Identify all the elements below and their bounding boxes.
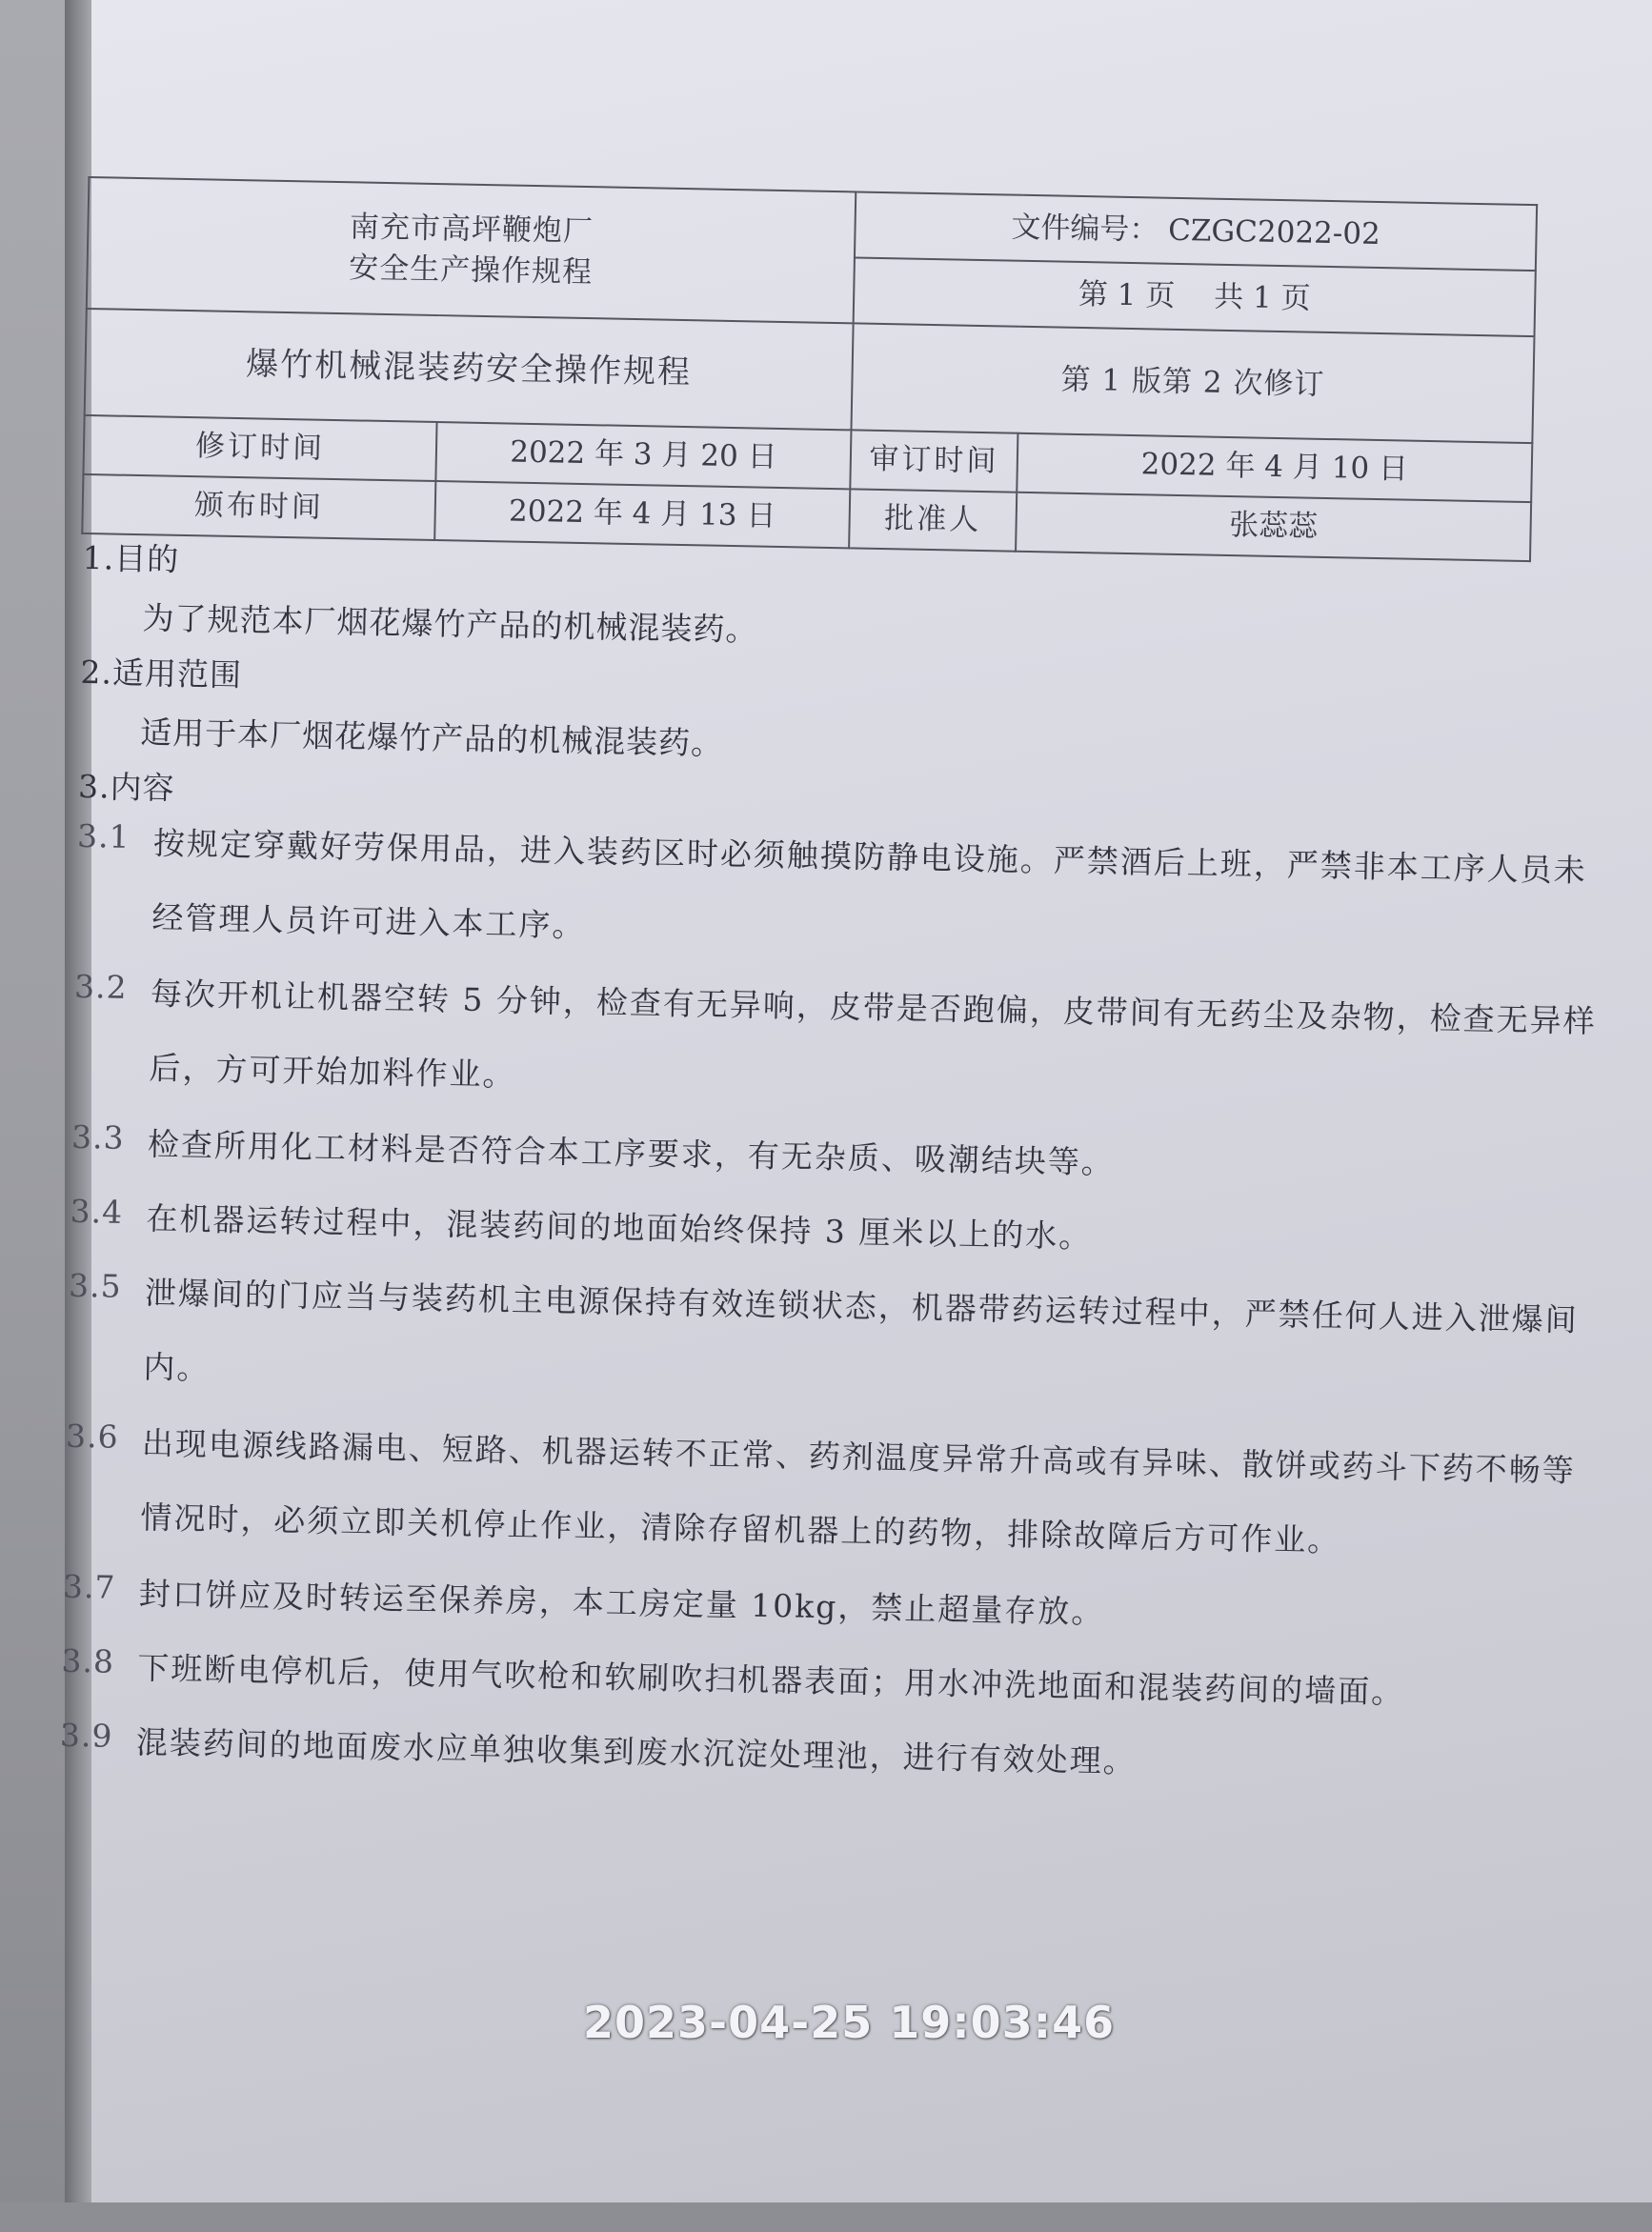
item-text-line: 后，方可开始加料作业。 — [149, 1049, 516, 1094]
publish-time-value: 2022 年 4 月 13 日 — [434, 481, 850, 548]
section-body-purpose: 为了规范本厂烟花爆竹产品的机械混装药。 — [142, 599, 758, 649]
publish-time-label: 颁布时间 — [82, 474, 435, 540]
section-title-content: 3.内容 — [77, 767, 176, 807]
item-number: 3.1 — [76, 816, 131, 855]
item-text-line: 混装药间的地面废水应单独收集到废水沉淀处理池，进行有效处理。 — [135, 1723, 1138, 1780]
item-text-line: 每次开机让机器空转 5 分钟，检查有无异响，皮带是否跑偏，皮带间有无药尘及杂物，检查无异样 — [150, 975, 1598, 1040]
content-item-3-1 — [76, 816, 1588, 945]
item-number: 3.4 — [70, 1192, 124, 1231]
version-info: 第 1 版第 2 次修订 — [851, 323, 1534, 443]
item-text-line: 下班断电停机后，使用气吹枪和软刷吹扫机器表面；用水冲洗地面和混装药间的墙面。 — [137, 1649, 1405, 1711]
content-item-3-6 — [65, 1417, 1577, 1559]
file-number: 文件编号： CZGC2022-02 — [855, 191, 1537, 271]
item-number: 3.8 — [61, 1641, 115, 1680]
item-text-line: 出现电源线路漏电、短路、机器运转不正常、药剂温度异常升高或有异味、散饼或药斗下药不畅等 — [141, 1424, 1577, 1490]
page-info: 第 1 页 共 1 页 — [854, 257, 1536, 336]
item-text-line: 检查所用化工材料是否符合本工序要求，有无杂质、吸潮结块等。 — [147, 1125, 1116, 1181]
review-time-label: 审订时间 — [850, 430, 1017, 492]
content-item-3-9 — [59, 1716, 1546, 1780]
content-item-3-3 — [71, 1117, 1558, 1181]
document-sheet — [50, 0, 1652, 2232]
doc-category: 安全生产操作规程 — [348, 251, 594, 291]
item-number: 3.9 — [59, 1716, 113, 1755]
item-number: 3.7 — [62, 1567, 116, 1606]
document-header-table — [81, 176, 1538, 562]
org-cell — [87, 177, 856, 323]
document-page — [59, 0, 1652, 2202]
document-title: 爆竹机械混装药安全操作规程 — [85, 309, 854, 430]
content-item-3-5 — [68, 1266, 1580, 1387]
photo-timestamp: 2023-04-25 19:03:46 — [583, 1997, 1116, 2048]
item-text-line: 泄爆间的门应当与装药机主电源保持有效连锁状态，机器带药运转过程中，严禁任何人进入泄爆间 — [144, 1274, 1580, 1339]
item-text-line: 按规定穿戴好劳保用品，进入装药区时必须触摸防静电设施。严禁酒后上班，严禁非本工序人员未 — [152, 824, 1588, 890]
content-item-3-8 — [61, 1641, 1548, 1711]
org-name: 南充市高坪鞭炮厂 — [349, 209, 594, 249]
item-text-line: 在机器运转过程中，混装药间的地面始终保持 3 厘米以上的水。 — [146, 1199, 1093, 1256]
content-item-3-2 — [73, 967, 1598, 1094]
item-number: 3.2 — [73, 967, 128, 1006]
review-time-value: 2022 年 4 月 10 日 — [1017, 433, 1532, 502]
content-item-3-7 — [62, 1567, 1549, 1631]
section-title-purpose: 1.目的 — [82, 538, 180, 578]
revise-time-value: 2022 年 3 月 20 日 — [435, 422, 851, 489]
section-title-scope: 2.适用范围 — [80, 653, 243, 694]
item-number: 3.6 — [65, 1417, 119, 1456]
item-text-line: 情况时，必须立即关机停止作业，清除存留机器上的药物，排除故障后方可作业。 — [140, 1498, 1341, 1559]
revise-time-label: 修订时间 — [83, 415, 436, 481]
item-number: 3.3 — [71, 1117, 125, 1156]
approver-label: 批准人 — [849, 489, 1017, 551]
item-text-line: 经管理人员许可进入本工序。 — [151, 898, 586, 945]
approver-name: 张蕊蕊 — [1016, 493, 1531, 561]
item-text-line: 封口饼应及时转运至保养房，本工房定量 10kg，禁止超量存放。 — [138, 1575, 1105, 1631]
content-item-3-4 — [70, 1192, 1557, 1256]
section-body-scope: 适用于本厂烟花爆竹产品的机械混装药。 — [139, 714, 724, 762]
item-number: 3.5 — [68, 1266, 122, 1305]
item-text-line: 内。 — [143, 1348, 211, 1387]
